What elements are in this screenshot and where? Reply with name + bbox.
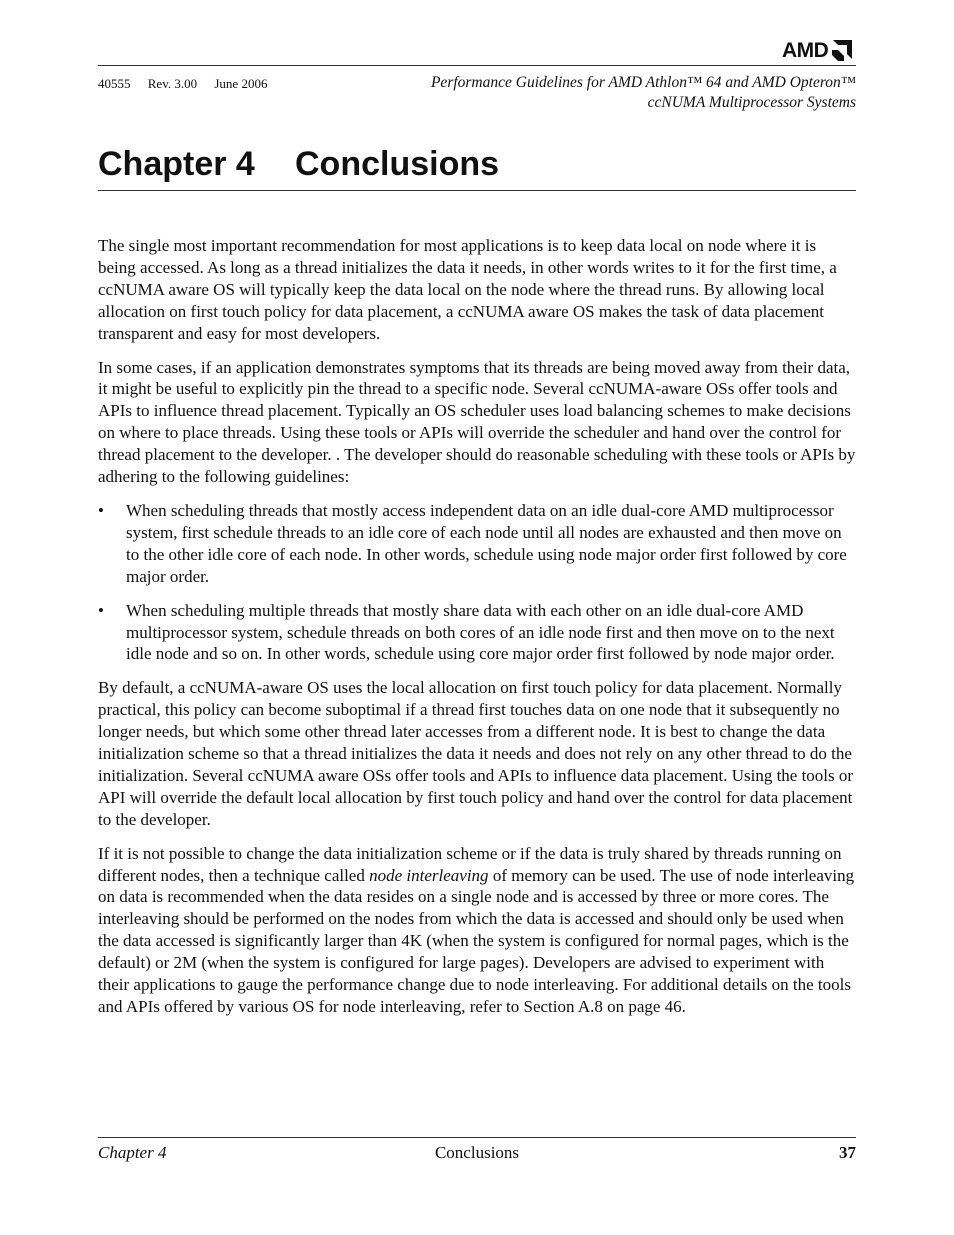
header-rule: [98, 65, 856, 66]
term-node-interleaving: node interleaving: [369, 865, 489, 885]
chapter-number: Chapter 4: [98, 145, 255, 183]
amd-arrow-icon: [830, 40, 852, 62]
paragraph-3: By default, a ccNUMA-aware OS uses the local allocation on first touch policy for data placement. Normally practical, this policy can become suboptimal if a thread first touches data on one node that it subsequently no longer needs, but which some other thread later accesses from a different node. It is best to change the data initialization scheme so that a thread initializes the data it needs and does not rely on any other thread to do the initialization. Several ccNUMA aware OSs offer tools and APIs to influence data placement. Using the tools or API will override the default local allocation by first touch policy and hand over the control for data placement to the developer.: [98, 678, 854, 829]
page-number: 37: [839, 1143, 856, 1162]
bullet-icon: •: [98, 600, 104, 620]
list-item: [98, 600, 856, 666]
document-title-line1: Performance Guidelines for AMD Athlon™ 64 and AMD Opteron™: [430, 74, 856, 91]
paragraph-2: In some cases, if an application demonstrates symptoms that its threads are being moved away from their data, it might be useful to explicitly pin the thread to a specific node. Several ccNUMA-aware OSs offer tools and APIs to influence thread placement. Typically an OS scheduler uses load balancing schemes to make decisions on where to place threads. Using these tools or APIs will override the scheduler and hand over the control for thread placement to the developer. . The developer should do reasonable scheduling with these tools or APIs by adhering to the following guidelines:: [98, 357, 856, 487]
paragraph-4-end: of memory can be used. The use of node interleaving on data is recommended when the data resides on a single node and is accessed by three or more cores. The interleaving should be performed on the nodes from which the data is accessed and should only be used when the data accessed is significantly larger than 4K (when the system is configured for normal pages, which is the default) or 2M (when the system is configured for large pages). Developers are advised to experiment with their applications to gauge the performance change due to node interleaving. For additional details on the tools and APIs offered by various OS for node interleaving, refer to Section A.8 on page 46.: [98, 865, 855, 1016]
list-item: [98, 500, 856, 588]
doc-revision: Rev. 3.00: [147, 76, 198, 91]
footer-rule: [98, 1137, 856, 1138]
document-id: [98, 76, 281, 92]
chapter-body: [98, 235, 856, 1030]
footer-chapter: Chapter 4: [98, 1143, 167, 1162]
doc-date: June 2006: [214, 76, 268, 91]
doc-number: 40555: [98, 76, 131, 91]
list-item-text: When scheduling threads that mostly access independent data on an idle dual-core AMD multiprocessor system, first schedule threads to an idle core of each node until all nodes are exhausted and then move on to the other idle core of each node. In other words, schedule using node major order first followed by core major order.: [126, 500, 847, 586]
chapter-title: Conclusions: [295, 145, 500, 183]
footer-section-title: Conclusions: [434, 1143, 520, 1162]
paragraph-1: The single most important recommendation for most applications is to keep data local on node where it is being accessed. As long as a thread initializes the data it needs, in other words writes to it for the first time, a ccNUMA aware OS will typically keep the data local on the node where the thread runs. By allowing local allocation on first touch policy for data placement, a ccNUMA aware OS makes the task of data placement transparent and easy for most developers.: [98, 236, 837, 343]
guideline-list: [98, 500, 856, 665]
paragraph-4: [98, 843, 856, 1018]
amd-logo: [782, 40, 852, 62]
paragraph-4-start: If it is not possible to change the data initialization scheme or if the data is truly shared by threads running on different nodes, then a technique called: [98, 843, 842, 885]
chapter-rule: [98, 190, 856, 191]
document-title: [431, 73, 856, 113]
bullet-icon: •: [98, 500, 104, 520]
list-item-text: When scheduling multiple threads that mostly share data with each other on an idle dual-core AMD multiprocessor system, schedule threads on both cores of an idle node first and then move on to the next idle node and so on. In other words, schedule using core major order first followed by node major order.: [126, 600, 835, 664]
chapter-heading: [98, 143, 499, 185]
amd-logo-text: AMD: [782, 39, 829, 62]
document-title-line2: ccNUMA Multiprocessor Systems: [647, 94, 856, 111]
